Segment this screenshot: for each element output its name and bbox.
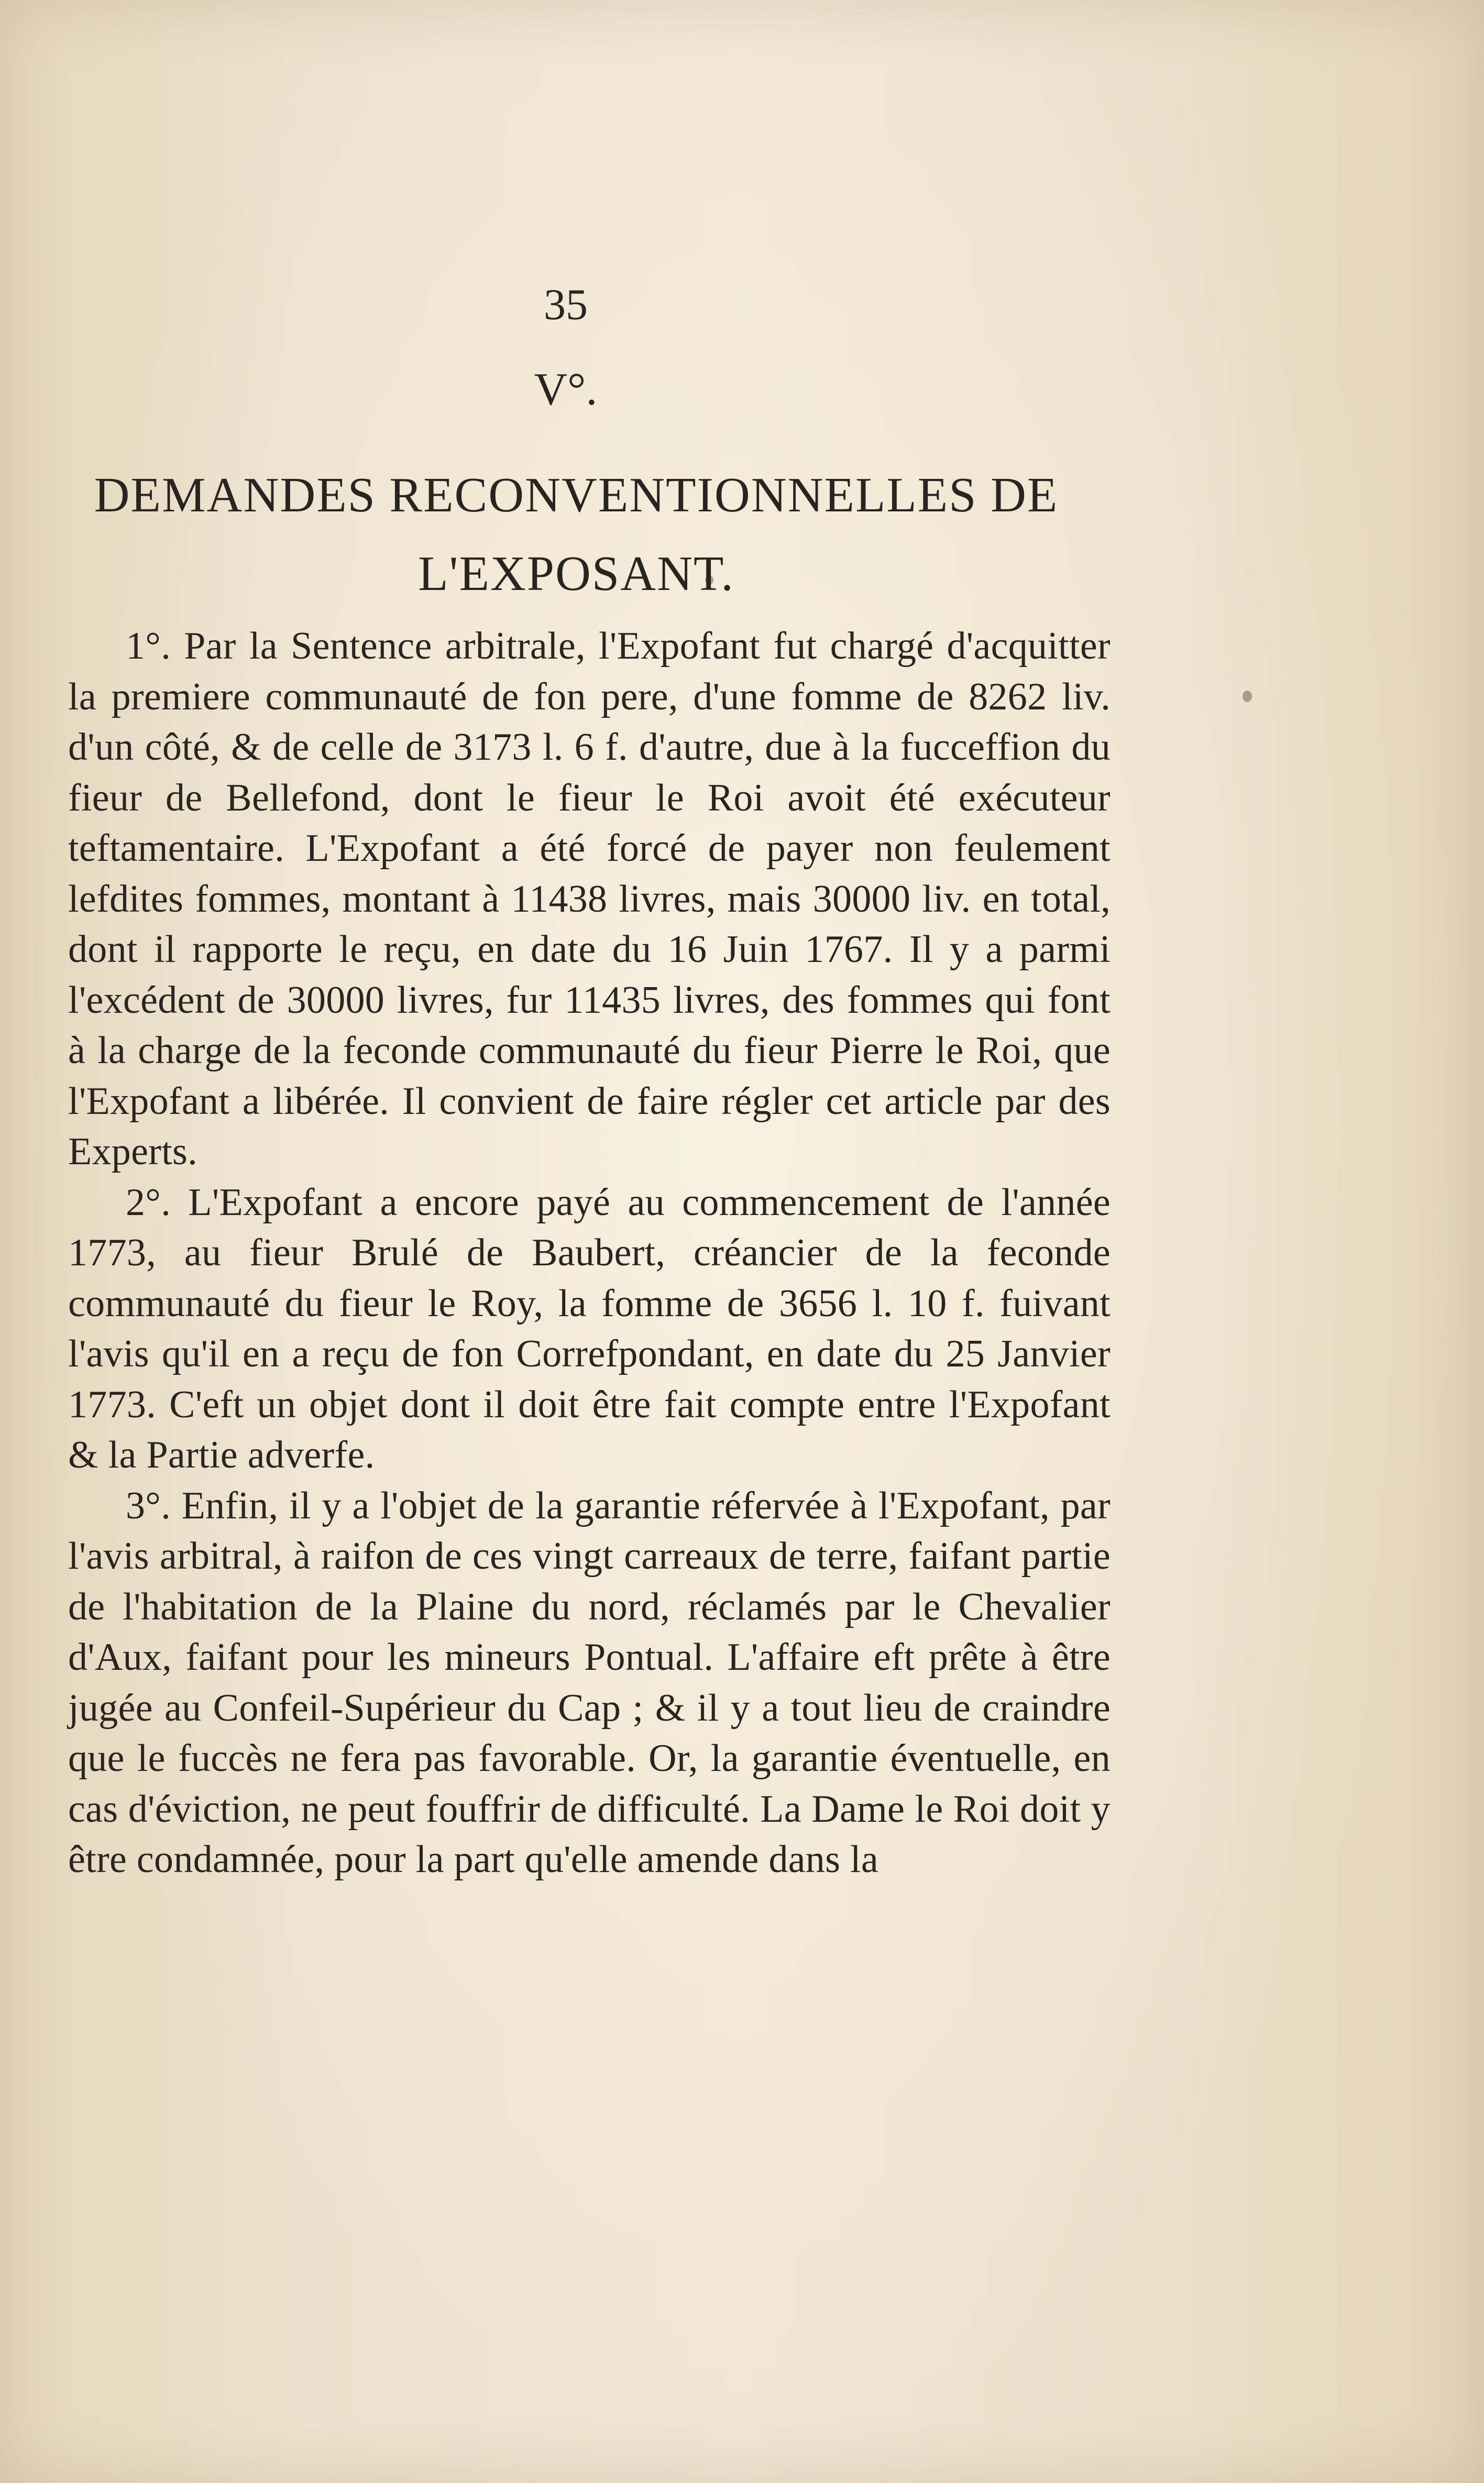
paragraph-number: 3°. [126, 1484, 171, 1527]
paragraph-1 [68, 621, 1111, 1177]
body-text [68, 621, 1111, 1885]
heading-line-1: DEMANDES RECONVENTIONNELLES DE [94, 468, 1059, 522]
paragraph-3 [68, 1481, 1111, 1885]
heading-line-2: L'EXPOSANT. [418, 546, 734, 601]
paragraph-number: 1°. [126, 625, 171, 668]
paragraph-text: L'Expofant a encore payé au commencement de l'année 1773, au fieur Brulé de Baubert, créancier de la feconde communauté du fieur le Roy, la fomme de 3656 l. 10 f. fuivant l'avis qu'il en a reçu de fon Correfpondant, en date du 25 Janvier 1773. C'eft un objet dont il doit être fait compte entre l'Expofant & la Partie adverfe. [68, 1180, 1111, 1476]
paragraph-text: Par la Sentence arbitrale, l'Expofant fut chargé d'acquitter la premiere communauté de fon pere, d'une fomme de 8262 liv. d'un côté, & de celle de 3173 l. 6 f. d'autre, due à la fucceffion du fieur de Bellefond, dont le fieur le Roi avoit été exécuteur teftamentaire. L'Expofant a été forcé de payer non feulement lefdites fommes, montant à 11438 livres, mais 30000 liv. en total, dont il rapporte le reçu, en date du 16 Juin 1767. Il y a parmi l'excédent de 30000 livres, fur 11435 livres, des fommes qui font à la charge de la feconde communauté du fieur Pierre le Roi, que l'Expofant a libérée. Il convient de faire régler cet article par des Experts. [68, 625, 1111, 1173]
paragraph-2 [68, 1177, 1111, 1481]
paragraph-text: Enfin, il y a l'objet de la garantie réfervée à l'Expofant, par l'avis arbitral, à raifon de ces vingt carreaux de terre, faifant partie de l'habitation de la Plaine du nord, réclamés par le Chevalier d'Aux, faifant pour les mineurs Pontual. L'affaire eft prête à être jugée au Confeil-Supérieur du Cap ; & il y a tout lieu de craindre que le fuccès ne fera pas favorable. Or, la garantie éventuelle, en cas d'éviction, ne peut fouffrir de difficulté. La Dame le Roi doit y être condamnée, pour la part qu'elle amende dans la [68, 1484, 1111, 1881]
section-heading [58, 456, 1095, 613]
page-number: 35 [544, 280, 588, 329]
paragraph-number: 2°. [126, 1180, 171, 1224]
section-number: V°. [534, 364, 598, 415]
ink-spot [1243, 691, 1252, 702]
